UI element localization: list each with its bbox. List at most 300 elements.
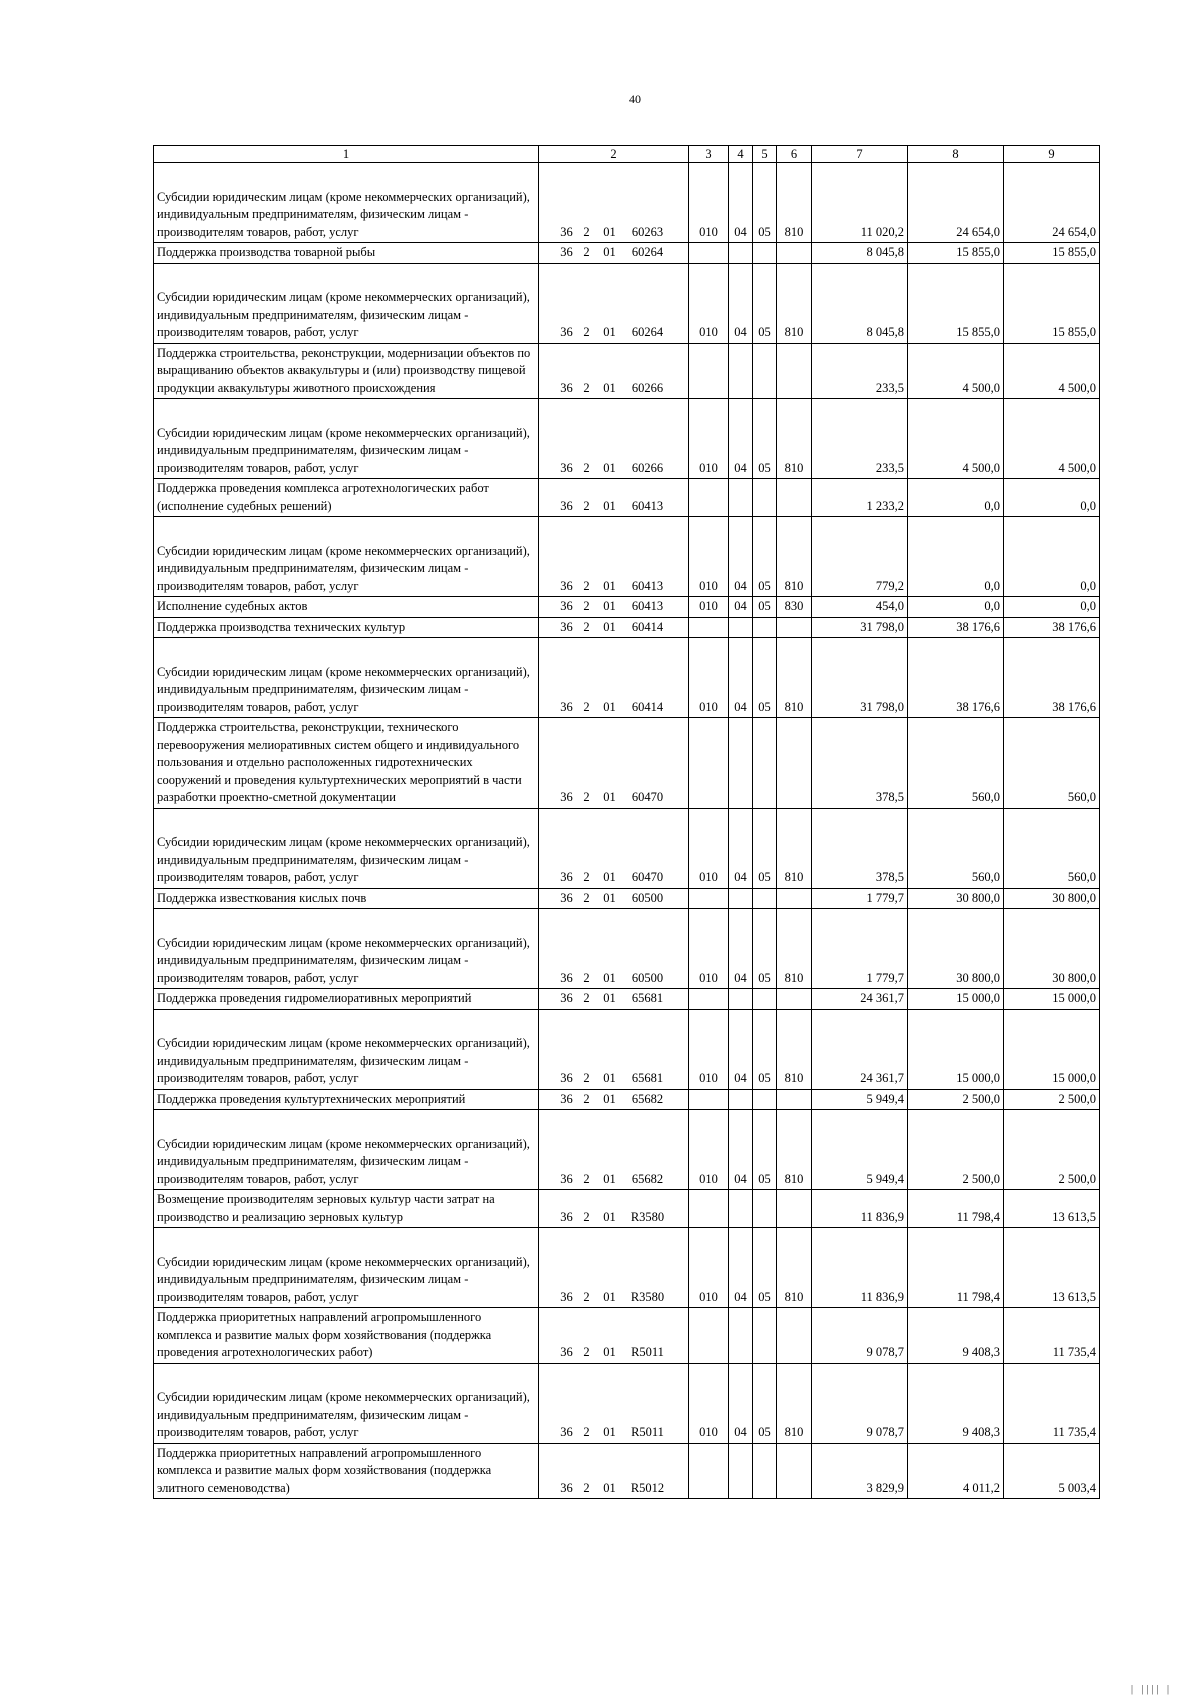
code-segment: 01 [603, 578, 616, 593]
code-segment: 60266 [631, 380, 664, 395]
row-subsection-b [753, 617, 777, 638]
code-segment: 60264 [631, 245, 664, 259]
column-header: 5 [753, 146, 777, 163]
row-amount-col7: 24 361,7 [812, 1009, 908, 1089]
row-amount-col9: 30 800,0 [1004, 909, 1100, 989]
row-amount-col7: 11 020,2 [812, 163, 908, 243]
row-amount-col9: 15 000,0 [1004, 989, 1100, 1010]
row-amount-col9: 24 654,0 [1004, 163, 1100, 243]
column-header: 7 [812, 146, 908, 163]
code-segment: R3580 [630, 1209, 665, 1224]
table-row [154, 597, 1100, 618]
row-subsection-b [753, 1089, 777, 1110]
row-description: Субсидии юридическим лицам (кроме некоммерческих организаций), индивидуальным предпринимателям, физическим лицам - производителям товаров, работ, услуг [154, 399, 539, 479]
row-description: Исполнение судебных актов [154, 597, 539, 618]
table-row [154, 989, 1100, 1010]
row-description: Поддержка производства товарной рыбы [154, 243, 539, 264]
code-segment: 60500 [631, 970, 664, 985]
page-number: 40 [629, 92, 641, 106]
row-amount-col7: 1 233,2 [812, 479, 908, 517]
row-expense-type: 810 [777, 1228, 812, 1308]
code-segment: 2 [583, 380, 590, 395]
row-code [539, 1110, 689, 1190]
row-expense-type [777, 617, 812, 638]
row-amount-col7: 5 949,4 [812, 1089, 908, 1110]
row-amount-col7: 378,5 [812, 718, 908, 809]
code-segment: 2 [583, 1425, 590, 1439]
code-segment: 01 [603, 1091, 616, 1106]
row-amount-col8: 15 855,0 [908, 243, 1004, 264]
code-segment: 2 [583, 870, 590, 884]
row-section [689, 479, 729, 517]
row-description: Поддержка строительства, реконструкции, модернизации объектов по выращиванию объектов аквакультуры и (или) производству пищевой продукции аквакультуры животного происхождения [154, 343, 539, 399]
row-code [539, 989, 689, 1010]
row-code [539, 343, 689, 399]
code-segment: 2 [583, 890, 590, 905]
table-row [154, 1089, 1100, 1110]
row-code [539, 263, 689, 343]
row-expense-type: 810 [777, 517, 812, 597]
code-segment: 2 [583, 1289, 590, 1304]
row-section: 010 [689, 638, 729, 718]
row-amount-col7: 11 836,9 [812, 1228, 908, 1308]
code-segment: 65681 [631, 991, 664, 1005]
row-subsection-b [753, 343, 777, 399]
row-subsection-a [729, 1308, 753, 1364]
row-amount-col9: 0,0 [1004, 479, 1100, 517]
row-amount-col7: 9 078,7 [812, 1308, 908, 1364]
row-amount-col8: 9 408,3 [908, 1308, 1004, 1364]
row-subsection-b [753, 1308, 777, 1364]
row-subsection-a [729, 718, 753, 809]
row-subsection-b [753, 888, 777, 909]
row-subsection-b: 05 [753, 808, 777, 888]
code-segment: 2 [583, 970, 590, 985]
column-header: 4 [729, 146, 753, 163]
row-subsection-a [729, 617, 753, 638]
code-segment: R5011 [631, 1345, 664, 1359]
row-subsection-a: 04 [729, 1110, 753, 1190]
code-segment: 2 [583, 991, 590, 1005]
code-segment: 01 [603, 380, 616, 395]
row-amount-col9: 0,0 [1004, 517, 1100, 597]
row-code [539, 617, 689, 638]
row-amount-col8: 4 500,0 [908, 343, 1004, 399]
row-section: 010 [689, 163, 729, 243]
table-row [154, 718, 1100, 809]
row-code [539, 1089, 689, 1110]
row-code [539, 1443, 689, 1499]
row-amount-col9: 0,0 [1004, 597, 1100, 618]
code-segment: 60413 [631, 498, 664, 513]
row-subsection-a: 04 [729, 263, 753, 343]
row-amount-col8: 15 855,0 [908, 263, 1004, 343]
column-header: 3 [689, 146, 729, 163]
row-subsection-b [753, 479, 777, 517]
table-row [154, 1190, 1100, 1228]
row-subsection-a [729, 479, 753, 517]
row-subsection-a: 04 [729, 517, 753, 597]
column-header: 8 [908, 146, 1004, 163]
row-expense-type [777, 888, 812, 909]
table-row [154, 1308, 1100, 1364]
row-expense-type: 810 [777, 909, 812, 989]
row-subsection-a [729, 1089, 753, 1110]
code-segment: 2 [583, 1071, 590, 1085]
row-amount-col7: 8 045,8 [812, 243, 908, 264]
row-amount-col7: 31 798,0 [812, 617, 908, 638]
row-amount-col8: 560,0 [908, 808, 1004, 888]
row-section [689, 1308, 729, 1364]
row-section: 010 [689, 1009, 729, 1089]
row-amount-col9: 15 855,0 [1004, 263, 1100, 343]
row-amount-col7: 378,5 [812, 808, 908, 888]
table-row [154, 888, 1100, 909]
code-segment: 60413 [631, 599, 664, 613]
row-amount-col9: 4 500,0 [1004, 343, 1100, 399]
row-subsection-b: 05 [753, 263, 777, 343]
row-expense-type: 810 [777, 808, 812, 888]
code-segment: 2 [583, 1171, 590, 1186]
row-section: 010 [689, 399, 729, 479]
row-subsection-a [729, 888, 753, 909]
row-subsection-b: 05 [753, 1363, 777, 1443]
code-segment: 01 [603, 224, 616, 239]
row-description: Субсидии юридическим лицам (кроме некоммерческих организаций), индивидуальным предпринимателям, физическим лицам - производителям товаров, работ, услуг [154, 808, 539, 888]
code-segment: R3580 [630, 1289, 665, 1304]
code-segment: 36 [560, 599, 573, 613]
row-subsection-a [729, 343, 753, 399]
code-segment: 60266 [631, 460, 664, 475]
row-amount-col7: 5 949,4 [812, 1110, 908, 1190]
row-description: Поддержка производства технических культур [154, 617, 539, 638]
row-amount-col8: 2 500,0 [908, 1110, 1004, 1190]
row-expense-type [777, 1443, 812, 1499]
row-subsection-b: 05 [753, 638, 777, 718]
row-subsection-b [753, 1190, 777, 1228]
column-header: 6 [777, 146, 812, 163]
code-segment: 01 [603, 870, 616, 884]
row-amount-col7: 24 361,7 [812, 989, 908, 1010]
row-section [689, 343, 729, 399]
row-code [539, 718, 689, 809]
row-subsection-b [753, 718, 777, 809]
code-segment: 36 [560, 1071, 573, 1085]
row-amount-col7: 3 829,9 [812, 1443, 908, 1499]
code-segment: 36 [560, 1209, 573, 1224]
row-amount-col8: 0,0 [908, 517, 1004, 597]
row-description: Субсидии юридическим лицам (кроме некоммерческих организаций), индивидуальным предпринимателям, физическим лицам - производителям товаров, работ, услуг [154, 1110, 539, 1190]
code-segment: 01 [603, 1071, 616, 1085]
code-segment: 01 [603, 699, 616, 714]
row-subsection-a: 04 [729, 597, 753, 618]
code-segment: R5011 [631, 1425, 664, 1439]
row-subsection-a: 04 [729, 1009, 753, 1089]
row-subsection-a: 04 [729, 399, 753, 479]
scan-marks: | |||| | [1130, 1684, 1172, 1695]
row-description: Поддержка строительства, реконструкции, технического перевооружения мелиоративных систем общего и индивидуального пользования и отдельно расположенных гидротехнических сооружений и проведения культуртехнических мероприятий в части разработки проектно-сметной документации [154, 718, 539, 809]
row-amount-col8: 11 798,4 [908, 1228, 1004, 1308]
code-segment: 2 [583, 578, 590, 593]
code-segment: 01 [603, 1345, 616, 1359]
row-amount-col8: 30 800,0 [908, 909, 1004, 989]
table-row [154, 617, 1100, 638]
row-section [689, 1089, 729, 1110]
code-segment: 60414 [631, 699, 664, 714]
code-segment: 2 [583, 699, 590, 714]
code-segment: 2 [583, 1480, 590, 1495]
row-section [689, 888, 729, 909]
row-amount-col9: 11 735,4 [1004, 1308, 1100, 1364]
code-segment: 60264 [631, 325, 664, 339]
row-amount-col8: 38 176,6 [908, 617, 1004, 638]
table-row [154, 1228, 1100, 1308]
row-amount-col7: 8 045,8 [812, 263, 908, 343]
row-expense-type: 810 [777, 638, 812, 718]
row-subsection-a [729, 1190, 753, 1228]
row-amount-col8: 0,0 [908, 597, 1004, 618]
code-segment: 60263 [631, 224, 664, 239]
code-segment: 2 [583, 498, 590, 513]
table-row [154, 263, 1100, 343]
code-segment: 01 [603, 325, 616, 339]
table-row [154, 909, 1100, 989]
row-amount-col8: 4 011,2 [908, 1443, 1004, 1499]
row-section: 010 [689, 808, 729, 888]
table-row [154, 808, 1100, 888]
row-amount-col7: 779,2 [812, 517, 908, 597]
table-body [154, 163, 1100, 1499]
row-amount-col9: 560,0 [1004, 718, 1100, 809]
row-expense-type: 830 [777, 597, 812, 618]
code-segment: 60414 [631, 619, 664, 634]
row-amount-col8: 2 500,0 [908, 1089, 1004, 1110]
code-segment: 36 [560, 224, 573, 239]
code-segment: 2 [583, 1091, 590, 1106]
row-subsection-b: 05 [753, 517, 777, 597]
row-expense-type [777, 989, 812, 1010]
row-code [539, 1190, 689, 1228]
row-description: Субсидии юридическим лицам (кроме некоммерческих организаций), индивидуальным предпринимателям, физическим лицам - производителям товаров, работ, услуг [154, 1228, 539, 1308]
row-subsection-b: 05 [753, 909, 777, 989]
row-amount-col7: 233,5 [812, 343, 908, 399]
code-segment: 36 [560, 460, 573, 475]
code-segment: 2 [583, 1345, 590, 1359]
code-segment: 36 [560, 1091, 573, 1106]
row-amount-col8: 15 000,0 [908, 989, 1004, 1010]
row-expense-type: 810 [777, 399, 812, 479]
row-amount-col8: 9 408,3 [908, 1363, 1004, 1443]
code-segment: 01 [603, 1480, 616, 1495]
row-code [539, 638, 689, 718]
row-code [539, 909, 689, 989]
table-row [154, 517, 1100, 597]
row-section [689, 1443, 729, 1499]
table-row [154, 343, 1100, 399]
column-header: 1 [154, 146, 539, 163]
row-code [539, 597, 689, 618]
row-expense-type: 810 [777, 163, 812, 243]
row-code [539, 163, 689, 243]
column-header: 2 [539, 146, 689, 163]
row-subsection-a: 04 [729, 909, 753, 989]
row-amount-col9: 15 000,0 [1004, 1009, 1100, 1089]
row-subsection-b [753, 243, 777, 264]
row-description: Субсидии юридическим лицам (кроме некоммерческих организаций), индивидуальным предпринимателям, физическим лицам - производителям товаров, работ, услуг [154, 638, 539, 718]
row-section [689, 1190, 729, 1228]
code-segment: 36 [560, 1171, 573, 1186]
code-segment: 36 [560, 1425, 573, 1439]
code-segment: 36 [560, 699, 573, 714]
row-section [689, 718, 729, 809]
code-segment: 36 [560, 380, 573, 395]
row-code [539, 479, 689, 517]
code-segment: 01 [603, 1425, 616, 1439]
code-segment: 01 [603, 1209, 616, 1224]
row-code [539, 1228, 689, 1308]
row-description: Субсидии юридическим лицам (кроме некоммерческих организаций), индивидуальным предпринимателям, физическим лицам - производителям товаров, работ, услуг [154, 909, 539, 989]
row-section: 010 [689, 597, 729, 618]
column-header: 9 [1004, 146, 1100, 163]
code-segment: 36 [560, 970, 573, 985]
row-amount-col9: 15 855,0 [1004, 243, 1100, 264]
row-subsection-a: 04 [729, 1363, 753, 1443]
row-amount-col8: 15 000,0 [908, 1009, 1004, 1089]
row-description: Субсидии юридическим лицам (кроме некоммерческих организаций), индивидуальным предпринимателям, физическим лицам - производителям товаров, работ, услуг [154, 263, 539, 343]
row-subsection-b: 05 [753, 1009, 777, 1089]
code-segment: 2 [583, 1209, 590, 1224]
code-segment: 01 [603, 790, 616, 804]
row-description: Поддержка известкования кислых почв [154, 888, 539, 909]
row-expense-type [777, 479, 812, 517]
code-segment: 36 [560, 1289, 573, 1304]
row-amount-col7: 1 779,7 [812, 909, 908, 989]
code-segment: 2 [583, 460, 590, 475]
row-description: Возмещение производителям зерновых культур части затрат на производство и реализацию зерновых культур [154, 1190, 539, 1228]
row-amount-col9: 560,0 [1004, 808, 1100, 888]
row-expense-type [777, 718, 812, 809]
code-segment: 2 [583, 224, 590, 239]
row-subsection-a [729, 989, 753, 1010]
code-segment: 01 [603, 890, 616, 905]
row-code [539, 888, 689, 909]
row-section: 010 [689, 1110, 729, 1190]
code-segment: 01 [603, 991, 616, 1005]
code-segment: 65682 [631, 1171, 664, 1186]
code-segment: 01 [603, 460, 616, 475]
row-section: 010 [689, 1228, 729, 1308]
row-subsection-b: 05 [753, 399, 777, 479]
row-amount-col9: 5 003,4 [1004, 1443, 1100, 1499]
code-segment: 36 [560, 991, 573, 1005]
row-subsection-b [753, 989, 777, 1010]
code-segment: 36 [560, 890, 573, 905]
table-row [154, 1110, 1100, 1190]
row-description: Субсидии юридическим лицам (кроме некоммерческих организаций), индивидуальным предпринимателям, физическим лицам - производителям товаров, работ, услуг [154, 1363, 539, 1443]
table-row [154, 638, 1100, 718]
row-subsection-b: 05 [753, 597, 777, 618]
table-header-row [154, 146, 1100, 163]
row-expense-type: 810 [777, 1110, 812, 1190]
code-segment: 60470 [631, 870, 664, 884]
row-expense-type [777, 343, 812, 399]
code-segment: 01 [603, 599, 616, 613]
row-description: Поддержка приоритетных направлений агропромышленного комплекса и развитие малых форм хозяйствования (поддержка элитного семеноводства) [154, 1443, 539, 1499]
row-subsection-a: 04 [729, 1228, 753, 1308]
code-segment: 36 [560, 498, 573, 513]
table-row [154, 479, 1100, 517]
code-segment: 01 [603, 1171, 616, 1186]
row-code [539, 1363, 689, 1443]
row-amount-col9: 30 800,0 [1004, 888, 1100, 909]
code-segment: 65682 [631, 1091, 664, 1106]
row-section: 010 [689, 263, 729, 343]
row-amount-col8: 4 500,0 [908, 399, 1004, 479]
row-amount-col8: 560,0 [908, 718, 1004, 809]
code-segment: 01 [603, 619, 616, 634]
row-amount-col9: 13 613,5 [1004, 1228, 1100, 1308]
row-expense-type: 810 [777, 1363, 812, 1443]
row-section: 010 [689, 1363, 729, 1443]
row-subsection-b: 05 [753, 163, 777, 243]
row-code [539, 517, 689, 597]
row-subsection-a: 04 [729, 808, 753, 888]
table-row [154, 399, 1100, 479]
code-segment: 01 [603, 1289, 616, 1304]
table-row [154, 1363, 1100, 1443]
row-amount-col9: 13 613,5 [1004, 1190, 1100, 1228]
code-segment: 36 [560, 1345, 573, 1359]
row-section [689, 617, 729, 638]
row-amount-col7: 11 836,9 [812, 1190, 908, 1228]
row-code [539, 243, 689, 264]
row-subsection-b [753, 1443, 777, 1499]
code-segment: 65681 [631, 1071, 664, 1085]
row-amount-col8: 24 654,0 [908, 163, 1004, 243]
row-expense-type: 810 [777, 1009, 812, 1089]
code-segment: 01 [603, 970, 616, 985]
row-description: Субсидии юридическим лицам (кроме некоммерческих организаций), индивидуальным предпринимателям, физическим лицам - производителям товаров, работ, услуг [154, 1009, 539, 1089]
row-section: 010 [689, 517, 729, 597]
row-amount-col8: 30 800,0 [908, 888, 1004, 909]
table-row [154, 1009, 1100, 1089]
row-amount-col7: 233,5 [812, 399, 908, 479]
row-section [689, 989, 729, 1010]
code-segment: 60500 [631, 890, 664, 905]
row-code [539, 808, 689, 888]
code-segment: 36 [560, 1480, 573, 1495]
row-subsection-a [729, 1443, 753, 1499]
code-segment: 2 [583, 619, 590, 634]
row-description: Поддержка проведения культуртехнических мероприятий [154, 1089, 539, 1110]
code-segment: 36 [560, 790, 573, 804]
table-row [154, 1443, 1100, 1499]
row-amount-col7: 31 798,0 [812, 638, 908, 718]
row-description: Поддержка проведения комплекса агротехнологических работ (исполнение судебных решений) [154, 479, 539, 517]
code-segment: 2 [583, 245, 590, 259]
row-code [539, 1009, 689, 1089]
code-segment: 01 [603, 245, 616, 259]
row-amount-col7: 454,0 [812, 597, 908, 618]
row-amount-col9: 11 735,4 [1004, 1363, 1100, 1443]
row-code [539, 399, 689, 479]
row-amount-col7: 9 078,7 [812, 1363, 908, 1443]
code-segment: 2 [583, 325, 590, 339]
row-description: Поддержка приоритетных направлений агропромышленного комплекса и развитие малых форм хозяйствования (поддержка проведения агротехнологических работ) [154, 1308, 539, 1364]
code-segment: 36 [560, 619, 573, 634]
row-subsection-b: 05 [753, 1228, 777, 1308]
code-segment: 36 [560, 325, 573, 339]
